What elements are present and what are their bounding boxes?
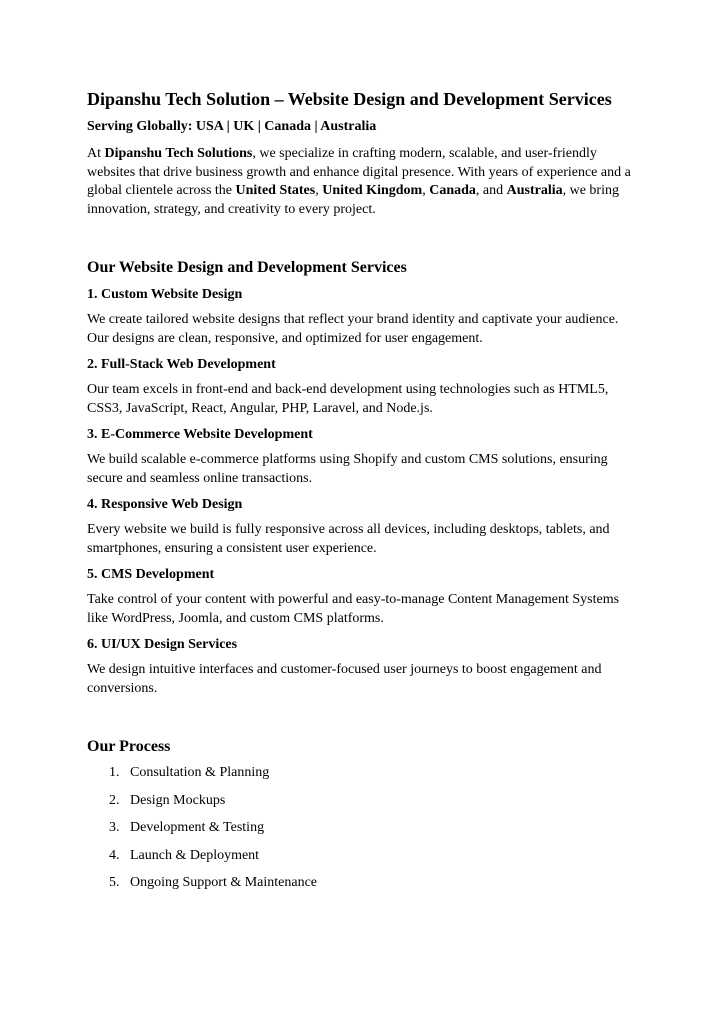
process-step-label: Ongoing Support & Maintenance [130,875,318,891]
service-title: 1. Custom Website Design [87,287,243,302]
service-title: 3. E-Commerce Website Development [87,427,313,442]
intro-bold-australia: Australia [506,183,563,198]
process-step-number: 4. [109,847,120,863]
process-step-number: 2. [109,792,120,808]
document-title: Dipanshu Tech Solution – Website Design and Development Services [87,89,612,109]
service-description: We build scalable e-commerce platforms using Shopify and custom CMS solutions, ensuring secure and seamless online transactions. [87,452,608,486]
intro-text-4: , [422,183,430,198]
document-page [87,87,635,902]
service-description: We create tailored website designs that reflect your brand identity and captivate your audience. Our designs are clean, responsive, and optimized for user engagement. [87,312,619,346]
intro-text-2: , we specialize in crafting modern, scalable, and user-friendly websites that drive business growth and enhance digital presence. With years of experience and a global clientele across the [87,146,631,198]
process-heading: Our Process [87,738,171,755]
service-title: 4. Responsive Web Design [87,497,243,512]
service-title: 5. CMS Development [87,567,215,582]
process-step-number: 1. [109,765,120,780]
document-subtitle: Serving Globally: USA | UK | Canada | Australia [87,119,377,134]
intro-bold-uk: United Kingdom [322,183,423,198]
process-step [87,792,635,810]
service-description: Our team excels in front-end and back-end development using technologies such as HTML5, CSS3, JavaScript, React, Angular, PHP, Laravel, and Node.js. [87,382,609,416]
process-step [87,847,635,865]
intro-paragraph [87,145,635,219]
process-step [87,764,635,782]
intro-text-5: , and [475,183,507,198]
service-description: Take control of your content with powerful and easy-to-manage Content Management Systems like WordPress, Joomla, and custom CMS platforms. [87,592,620,626]
service-description: We design intuitive interfaces and customer-focused user journeys to boost engagement and conversions. [87,662,602,696]
process-step-label: Launch & Deployment [130,847,260,863]
process-step-label: Design Mockups [130,792,226,808]
process-list [87,764,635,892]
intro-text-1: At [87,146,105,161]
process-step [87,819,635,837]
intro-bold-usa: United States [235,183,316,198]
intro-bold-company: Dipanshu Tech Solutions [104,146,253,161]
service-description: Every website we build is fully responsive across all devices, including desktops, tablets, and smartphones, ensuring a consistent user experience. [87,522,610,556]
process-step [87,874,635,892]
intro-text-3: , [315,183,323,198]
services-heading: Our Website Design and Development Services [87,259,407,276]
service-title: 2. Full-Stack Web Development [87,357,276,372]
process-step-number: 3. [109,820,120,836]
intro-bold-canada: Canada [429,183,476,198]
service-title: 6. UI/UX Design Services [87,637,238,652]
process-step-label: Consultation & Planning [130,765,270,780]
process-step-number: 5. [109,875,120,891]
process-step-label: Development & Testing [130,820,265,836]
services-list [87,286,635,698]
intro-text-6: , we bring innovation, strategy, and creativity to every project. [87,183,619,217]
